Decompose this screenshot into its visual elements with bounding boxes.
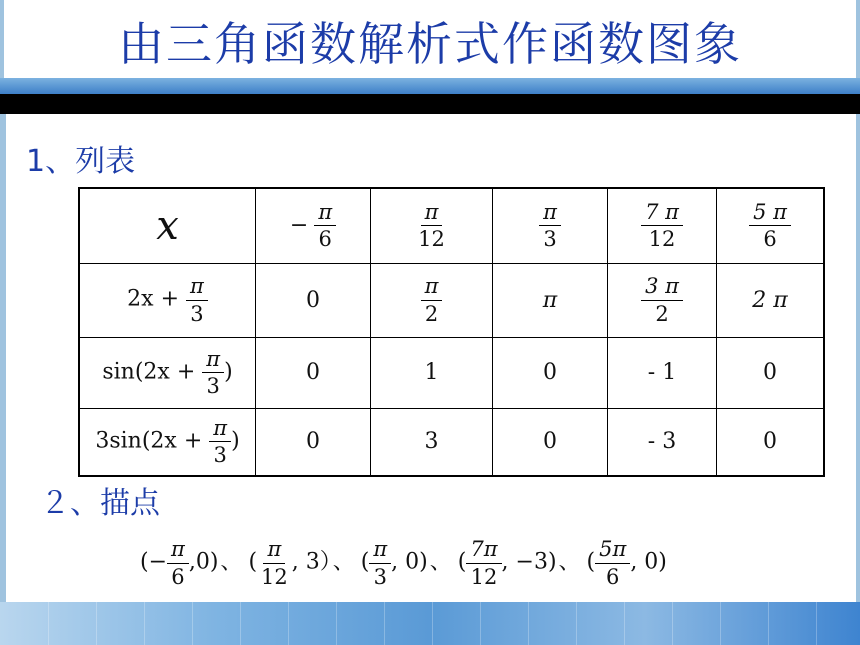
cell-x4: $\frac{7 \pi}{12}$ [608, 188, 717, 263]
footer-tile [480, 602, 529, 645]
cell-row4-label: 3sin(2x + $\frac{\pi}{3}$ ) [79, 408, 256, 476]
cell: 3 [371, 408, 493, 476]
cell-x2: $\frac{\pi}{12}$ [371, 188, 493, 263]
cell: - 3 [608, 408, 717, 476]
cell-x1: − $\frac{\pi}{6}$ [256, 188, 371, 263]
cell: 0 [256, 263, 371, 337]
table-row [79, 408, 824, 476]
footer-tile [48, 602, 97, 645]
footer-tile [0, 602, 49, 645]
cell: 0 [256, 337, 371, 408]
cell: 0 [717, 408, 825, 476]
table-row [79, 263, 824, 337]
title-area [4, 0, 856, 79]
value-table [78, 187, 825, 477]
slide-title: 由三角函数解析式作函数图象 [118, 17, 742, 71]
footer-tile [624, 602, 673, 645]
footer-tile [720, 602, 769, 645]
footer-tile [240, 602, 289, 645]
point-4: ( $\frac{7\pi}{12}$ , −3)、 [457, 537, 581, 589]
footer-tile [432, 602, 481, 645]
cell: 2 π [717, 263, 825, 337]
header-band-dark [0, 94, 860, 114]
cell: 0 [717, 337, 825, 408]
footer-tile [96, 602, 145, 645]
cell-x3: $\frac{\pi}{3}$ [493, 188, 608, 263]
footer-tile [192, 602, 241, 645]
cell-x-header: x [79, 188, 256, 263]
point-2: ( $\frac{\pi}{12}$ , 3）、 [248, 537, 355, 589]
point-1: (− $\frac{\pi}{6}$ ,0)、 [140, 537, 243, 589]
point-3: ( $\frac{\pi}{3}$ , 0)、 [360, 537, 452, 589]
header-band-light [0, 78, 860, 94]
footer-tile [288, 602, 337, 645]
footer-tile [768, 602, 817, 645]
table-row [79, 337, 824, 408]
cell: 0 [256, 408, 371, 476]
footer-tile [528, 602, 577, 645]
cell: 0 [493, 337, 608, 408]
cell-row2-label: 2x + $\frac{\pi}{3}$ [79, 263, 256, 337]
footer-tile [144, 602, 193, 645]
cell: $\frac{3 \pi}{2}$ [608, 263, 717, 337]
footer-tile [336, 602, 385, 645]
footer-tile [384, 602, 433, 645]
step2-heading: ２、描点 [40, 486, 160, 521]
footer-tile [672, 602, 721, 645]
table-row [79, 188, 824, 263]
cell: $\frac{\pi}{2}$ [371, 263, 493, 337]
cell: 1 [371, 337, 493, 408]
cell-x5: $\frac{5 \pi}{6}$ [717, 188, 825, 263]
cell: 0 [493, 408, 608, 476]
footer-tile [576, 602, 625, 645]
cell: π [493, 263, 608, 337]
footer-band [0, 602, 860, 645]
point-5: ( $\frac{5\pi}{6}$ , 0) [586, 537, 667, 589]
points-list [140, 528, 667, 598]
cell-row3-label: sin(2x + $\frac{\pi}{3}$ ) [79, 337, 256, 408]
step1-heading: 1、列表 [26, 144, 136, 179]
cell: - 1 [608, 337, 717, 408]
